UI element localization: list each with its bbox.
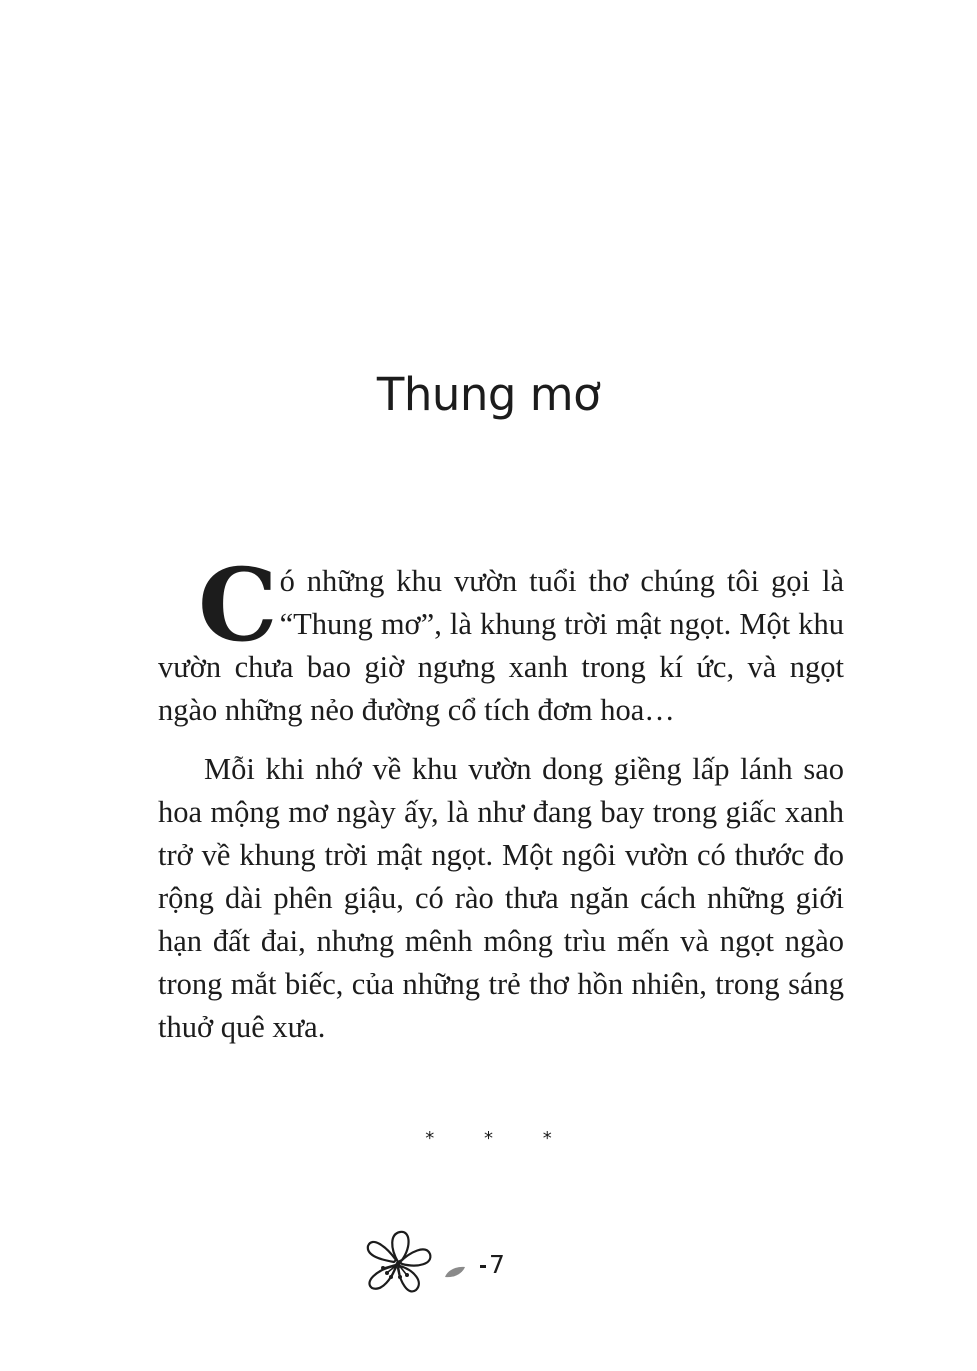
paragraph-2: Mỗi khi nhớ về khu vườn dong giềng lấp lánh sao hoa mộng mơ ngày ấy, là như đang bay trong giấc xanh trở về khung trời mật ngọt. Một ngôi vườn có thước đo rộng dài phên giậu, có rào thưa ngăn cách những giới hạn đất đai, nhưng mênh mông trìu mến và ngọt ngào trong mắt biếc, của những trẻ thơ hồn nhiên, trong sáng thuở quê xưa. <box>158 752 844 1044</box>
page-number-value: 7 <box>489 1250 505 1279</box>
flower-icon <box>360 1226 434 1296</box>
page-number <box>480 1250 505 1279</box>
leaf-icon <box>444 1266 466 1278</box>
page-number-dash <box>480 1265 486 1268</box>
drop-cap: C <box>198 546 276 664</box>
chapter-body <box>158 546 844 1049</box>
page-footer <box>360 1226 560 1298</box>
section-separator: * * * <box>425 1128 574 1149</box>
paragraph-1-text: ó những khu vườn tuổi thơ chúng tôi gọi là “Thung mơ”, là khung trời mật ngọt. Một khu vườn chưa bao giờ ngưng xanh trong kí ức, và ngọt ngào những nẻo đường cổ tích đơm hoa… <box>158 564 844 727</box>
paragraph-1 <box>158 546 844 732</box>
chapter-title: Thung mơ <box>376 368 601 421</box>
